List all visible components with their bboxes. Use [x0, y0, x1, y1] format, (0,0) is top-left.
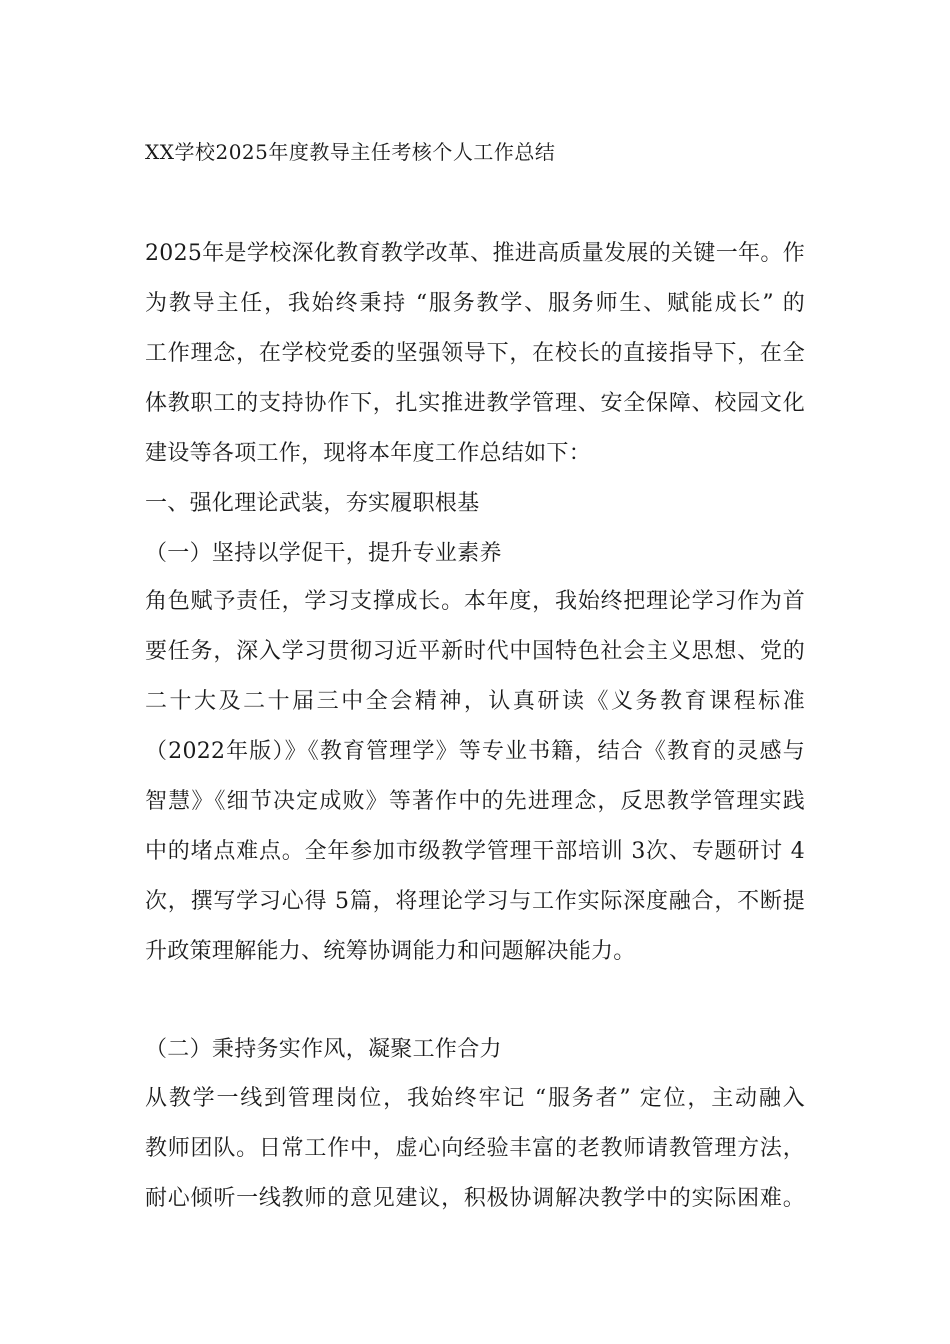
section-heading: 一、强化理论武装，夯实履职根基: [145, 491, 480, 516]
body-line: 教师团队。日常工作中，虚心向经验丰富的老教师请教管理方法，: [145, 1136, 805, 1161]
intro-line: 体教职工的支持协作下，扎实推进教学管理、安全保障、校园文化: [145, 391, 805, 416]
body-line: 升政策理解能力、统筹协调能力和问题解决能力。: [145, 939, 636, 964]
intro-line: 2025年是学校深化教育教学改革、推进高质量发展的关键一年。作: [145, 241, 805, 266]
body-line: 要任务，深入学习贯彻习近平新时代中国特色社会主义思想、党的: [145, 639, 805, 664]
document-title: XX学校2025年度教导主任考核个人工作总结: [145, 140, 556, 164]
body-line: 次，撰写学习心得 5篇，将理论学习与工作实际深度融合，不断提: [145, 889, 805, 914]
intro-line: 建设等各项工作，现将本年度工作总结如下：: [145, 441, 592, 466]
intro-line: 为教导主任，我始终秉持 “服务教学、服务师生、赋能成长” 的: [145, 291, 805, 316]
intro-line: 工作理念，在学校党委的坚强领导下，在校长的直接指导下，在全: [145, 341, 805, 366]
body-line: 智慧》《细节决定成败》等著作中的先进理念，反思教学管理实践: [145, 789, 805, 814]
body-line: 从教学一线到管理岗位，我始终牢记 “服务者” 定位，主动融入: [145, 1086, 805, 1111]
body-line: 二十大及二十届三中全会精神，认真研读《义务教育课程标准: [145, 689, 805, 714]
body-line: 耐心倾听一线教师的意见建议，积极协调解决教学中的实际困难。: [145, 1186, 805, 1211]
subsection-heading: （二）秉持务实作风，凝聚工作合力: [145, 1037, 502, 1062]
subsection-heading: （一）坚持以学促干，提升专业素养: [145, 541, 502, 566]
body-line: （2022年版）》《教育管理学》等专业书籍，结合《教育的灵感与: [145, 739, 805, 764]
body-line: 角色赋予责任，学习支撑成长。本年度，我始终把理论学习作为首: [145, 589, 805, 614]
body-line: 中的堵点难点。全年参加市级教学管理干部培训 3次、专题研讨 4: [145, 839, 805, 864]
